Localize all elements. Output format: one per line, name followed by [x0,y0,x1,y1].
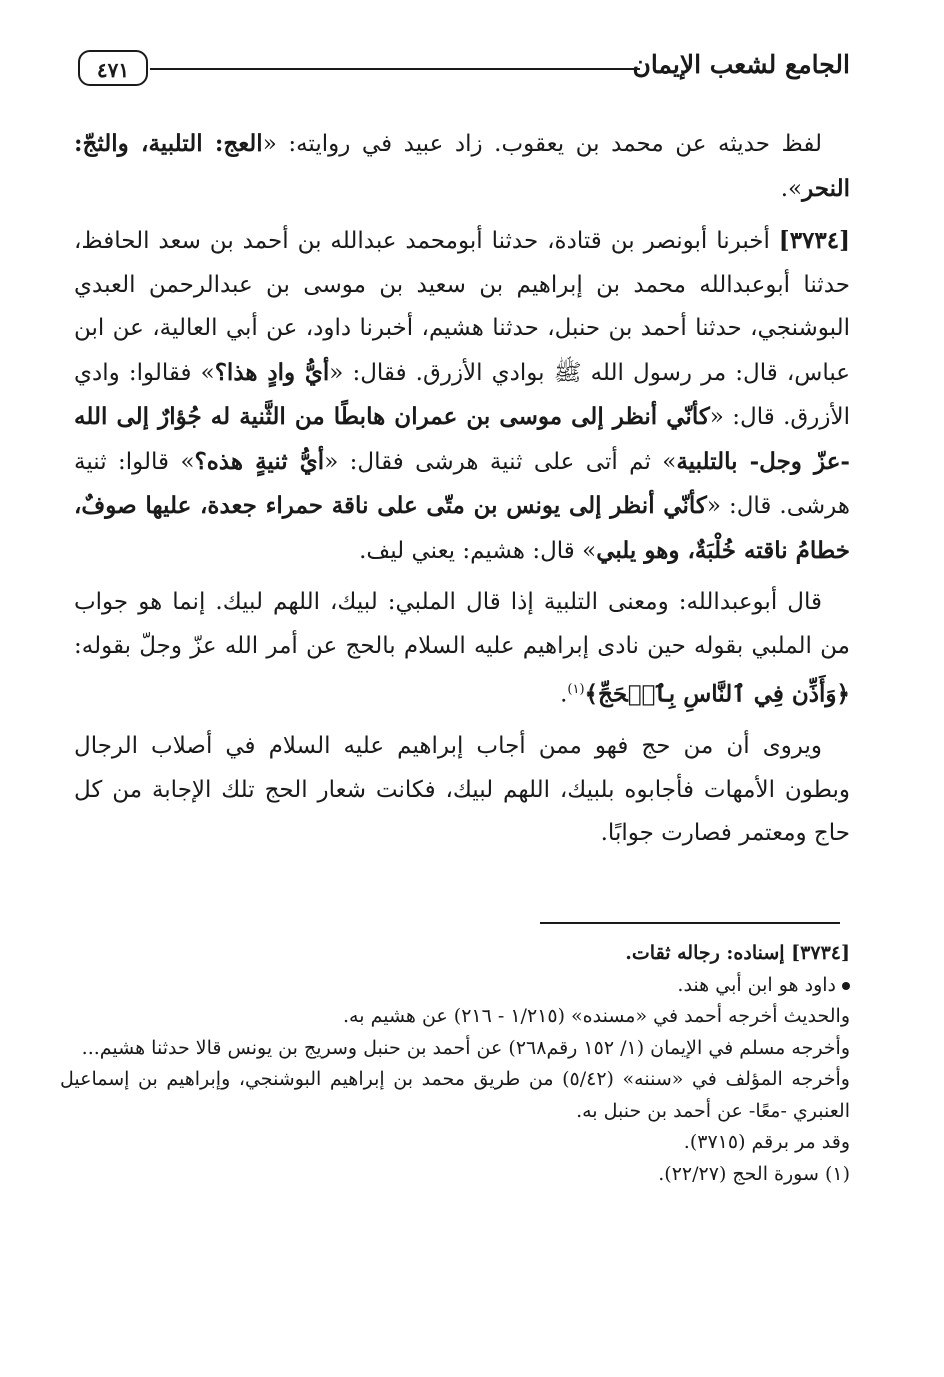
quran-verse: ﴿وَأَذِّن فِي ٱلنَّاسِ بِٱلۡحَجِّ﴾ [584,680,850,708]
footnote-rule [540,922,840,924]
footnote-line: (١) سورة الحج (٢٢/٢٧). [658,1162,850,1185]
hadith-number: [٣٧٣٤] [778,227,850,254]
paragraph [74,581,850,717]
footnote-line: والحديث أخرجه أحمد في «مسنده» (١/٢١٥ - ٢١٦) عن هشيم به. [343,1005,850,1027]
text-span: » قالوا: ثنية هرشى. قال: « [74,448,851,519]
bold-span: كأنّي أنظر إلى موسى بن عمران هابطًا من الثَّنية له جُؤارٌ إلى الله -عزّ وجل- بالتلبية [74,403,850,475]
footnote-line [60,970,850,1002]
bold-span: العج: التلبية، والثجّ: النحر [74,130,850,202]
main-text [74,122,850,864]
bold-span: أيُّ وادٍ هذا؟ [214,358,330,386]
text-span: داود هو ابن أبي هند. [677,973,836,996]
text-span: . [560,681,568,708]
text-span: قال أبوعبدالله: ومعنى التلبية إذا قال الملبي: لبيك، اللهم لبيك. إنما هو جواب من الملبي بقوله حين نادى إبراهيم عليه السلام بالحج عن أمر الله عزّ وجلّ بقوله: [74,589,850,659]
footnote-heading: إسناده: رجاله ثقات. [625,942,792,964]
text-span: » ثم أتى على ثنية هرشى فقال: « [324,448,677,475]
text-span: لفظ حديثه عن محمد بن يعقوب. زاد عبيد في روايته: « [262,131,822,157]
book-title: الجامع لشعب الإيمان [632,50,850,79]
text-span: ». [780,175,803,202]
page-header [78,44,850,94]
bullet-icon [842,982,850,990]
text-span: » قال: هشيم: يعني ليف. [359,537,597,564]
hadith-paragraph [74,219,850,573]
bold-span: أيُّ ثنيةٍ هذه؟ [194,447,325,475]
paragraph: ويروى أن من حج فهو ممن أجاب إبراهيم عليه السلام في أصلاب الرجال وبطون الأمهات فأجابوه بلبيك، اللهم لبيك، فكانت شعار الحج تلك الإجابة من كل حاج ومعتمر فصارت جوابًا. [74,733,850,847]
paragraph [74,122,850,211]
footnotes [60,938,850,1190]
footnote-line: وأخرجه مسلم في الإيمان (١/ ١٥٢ رقم٢٦٨) عن أحمد بن حنبل وسريج بن يونس قالا حدثنا هشيم... [81,1036,850,1059]
text-span: أخبرنا أبونصر بن قتادة، حدثنا أبومحمد عبدالله بن أحمد بن سعد الحافظ، حدثنا أبوعبدالله محمد بن إبراهيم بن سعيد بن موسى بن عبدالرحمن العبدي البوشنجي، حدثنا أحمد بن حنبل، حدثنا هشيم، أخبرنا داود، عن أبي العالية، عن ابن عباس، قال: مر رسول الله ﷺ بوادي الأزرق. فقال: « [74,228,851,386]
footnote-line: وأخرجه المؤلف في «سننه» (٥/٤٢) من طريق محمد بن إبراهيم البوشنجي، وإبراهيم بن إسماعيل العنبري -معًا- عن أحمد بن حنبل به. [60,1068,850,1122]
footnote-line [60,938,850,970]
footnote-number: [٣٧٣٤] [791,942,850,964]
text-span: » فقالوا: وادي الأزرق. قال: « [74,359,850,430]
footnote-ref: (١) [567,682,585,697]
footnote-line: وقد مر برقم (٣٧١٥). [683,1131,850,1153]
page-number: ٤٧١ [78,50,148,86]
bold-span: كأنّي أنظر إلى يونس بن متّى على ناقة حمراء جعدة، عليها صوفٌ، خطامُ ناقته خُلْبَةٌ، وهو يلبي [74,492,850,564]
header-rule [150,68,640,70]
